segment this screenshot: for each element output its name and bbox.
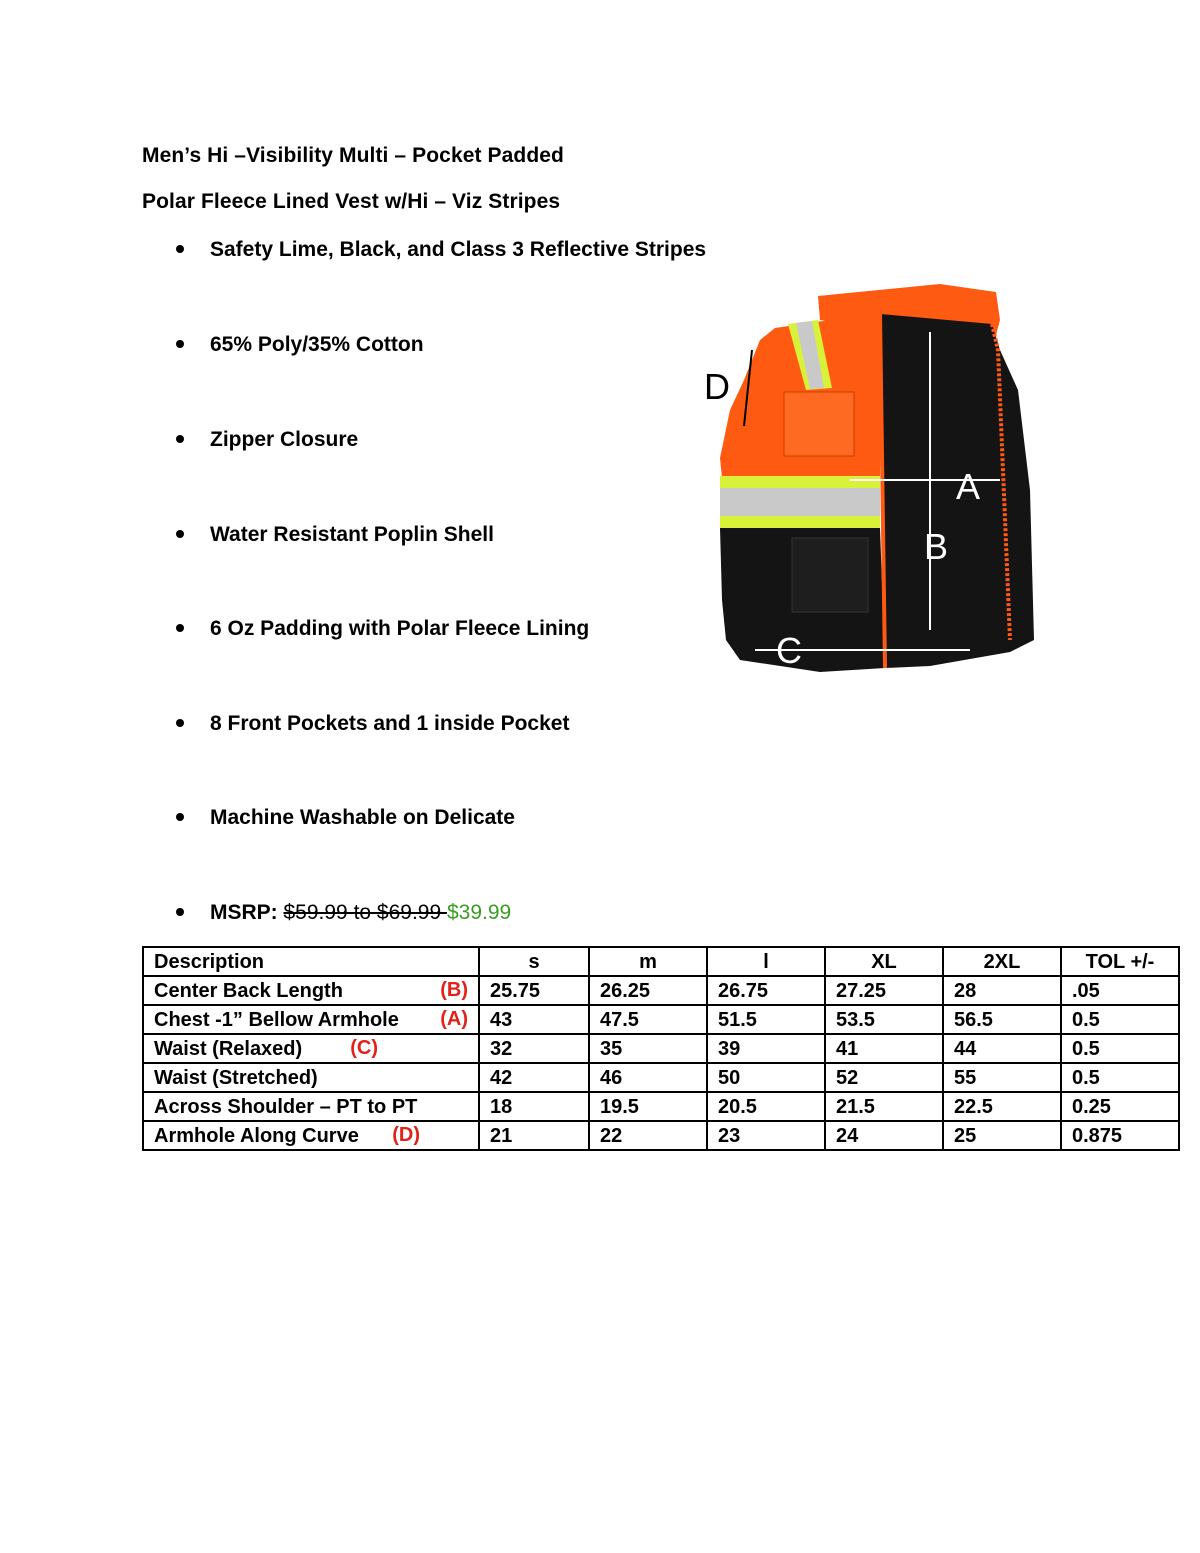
bullet-icon [176, 340, 184, 348]
chest-pocket [784, 392, 854, 456]
table-cell: 22 [589, 1121, 707, 1150]
feature-item [176, 428, 358, 452]
description-text: Chest -1” Bellow Armhole [154, 1008, 399, 1031]
table-cell: 21 [479, 1121, 589, 1150]
msrp-item [176, 901, 511, 925]
feature-text: Machine Washable on Delicate [210, 806, 515, 829]
feature-text: Safety Lime, Black, and Class 3 Reflective Stripes [210, 238, 707, 261]
feature-item [176, 806, 515, 830]
table-row [143, 1092, 1179, 1121]
table-cell: 18 [479, 1092, 589, 1121]
vest-measurement-diagram [700, 280, 1060, 690]
dimension-label-a: A [956, 466, 981, 507]
row-description [143, 1092, 479, 1121]
lower-pocket [792, 538, 868, 612]
table-cell: 56.5 [943, 1005, 1061, 1034]
bullet-icon [176, 813, 184, 821]
table-row [143, 976, 1179, 1005]
table-row [143, 1005, 1179, 1034]
table-row [143, 1034, 1179, 1063]
table-cell: 21.5 [825, 1092, 943, 1121]
table-cell: 51.5 [707, 1005, 825, 1034]
feature-text: 6 Oz Padding with Polar Fleece Lining [210, 617, 590, 640]
description-text: Waist (Relaxed) [154, 1037, 303, 1060]
header-cell: 2XL [943, 947, 1061, 976]
header-cell: l [707, 947, 825, 976]
product-title-line-1: Men’s Hi –Visibility Multi – Pocket Padded [142, 144, 564, 167]
vest-illustration [700, 280, 1060, 690]
table-cell: 43 [479, 1005, 589, 1034]
row-description [143, 976, 479, 1005]
table-cell: 55 [943, 1063, 1061, 1092]
table-cell: 22.5 [943, 1092, 1061, 1121]
table-cell: 25 [943, 1121, 1061, 1150]
feature-item [176, 238, 706, 262]
dimension-marker: (C) [350, 1037, 378, 1059]
header-cell: m [589, 947, 707, 976]
header-cell: Description [143, 947, 479, 976]
table-cell: 0.5 [1061, 1005, 1179, 1034]
table-cell: 32 [479, 1034, 589, 1063]
table-cell: 42 [479, 1063, 589, 1092]
table-cell: 24 [825, 1121, 943, 1150]
table-row [143, 1063, 1179, 1092]
row-description [143, 1063, 479, 1092]
msrp-original-price: $59.99 to $69.99 [283, 901, 447, 924]
horizontal-stripe-reflective [720, 488, 880, 516]
table-header-row [143, 947, 1179, 976]
bullet-icon [176, 719, 184, 727]
msrp-sale-price: $39.99 [446, 901, 512, 924]
dimension-marker: (B) [440, 979, 468, 1001]
description-text: Waist (Stretched) [154, 1066, 318, 1089]
size-spec-table [142, 946, 1180, 1151]
feature-item [176, 712, 569, 736]
table-cell: 47.5 [589, 1005, 707, 1034]
table-cell: 39 [707, 1034, 825, 1063]
table-cell: 0.5 [1061, 1034, 1179, 1063]
bullet-icon [176, 908, 184, 916]
dimension-label-b: B [924, 526, 949, 567]
msrp-label: MSRP: [210, 901, 284, 924]
table-cell: 19.5 [589, 1092, 707, 1121]
bullet-icon [176, 624, 184, 632]
dimension-marker: (A) [440, 1008, 468, 1030]
feature-text: Zipper Closure [210, 428, 359, 451]
table-cell: 23 [707, 1121, 825, 1150]
feature-text: 65% Poly/35% Cotton [210, 333, 424, 356]
table-cell: 52 [825, 1063, 943, 1092]
table-cell: 46 [589, 1063, 707, 1092]
row-description [143, 1034, 479, 1063]
table-cell: 50 [707, 1063, 825, 1092]
header-cell: XL [825, 947, 943, 976]
feature-item [176, 523, 494, 547]
description-text: Center Back Length [154, 979, 343, 1002]
table-cell: 44 [943, 1034, 1061, 1063]
table-row [143, 1121, 1179, 1150]
table-cell: 26.75 [707, 976, 825, 1005]
table-cell: 0.25 [1061, 1092, 1179, 1121]
feature-item [176, 333, 424, 357]
dimension-marker: (D) [392, 1124, 420, 1146]
table-cell: 28 [943, 976, 1061, 1005]
product-title-line-2: Polar Fleece Lined Vest w/Hi – Viz Stripes [142, 190, 561, 213]
feature-text: Water Resistant Poplin Shell [210, 523, 494, 546]
table-cell: 26.25 [589, 976, 707, 1005]
dimension-label-d: D [704, 366, 730, 407]
table-cell: .05 [1061, 976, 1179, 1005]
table-cell: 0.5 [1061, 1063, 1179, 1092]
bullet-icon [176, 245, 184, 253]
table-cell: 20.5 [707, 1092, 825, 1121]
description-text: Across Shoulder – PT to PT [154, 1095, 418, 1118]
bullet-icon [176, 435, 184, 443]
table-cell: 0.875 [1061, 1121, 1179, 1150]
row-description [143, 1121, 479, 1150]
row-description [143, 1005, 479, 1034]
table-cell: 27.25 [825, 976, 943, 1005]
header-cell: s [479, 947, 589, 976]
feature-item [176, 617, 589, 641]
table-cell: 41 [825, 1034, 943, 1063]
description-text: Armhole Along Curve [154, 1124, 359, 1147]
table-cell: 25.75 [479, 976, 589, 1005]
header-cell: TOL +/- [1061, 947, 1179, 976]
bullet-icon [176, 530, 184, 538]
feature-text: 8 Front Pockets and 1 inside Pocket [210, 712, 570, 735]
dimension-label-c: C [776, 630, 802, 671]
table-cell: 53.5 [825, 1005, 943, 1034]
table-cell: 35 [589, 1034, 707, 1063]
